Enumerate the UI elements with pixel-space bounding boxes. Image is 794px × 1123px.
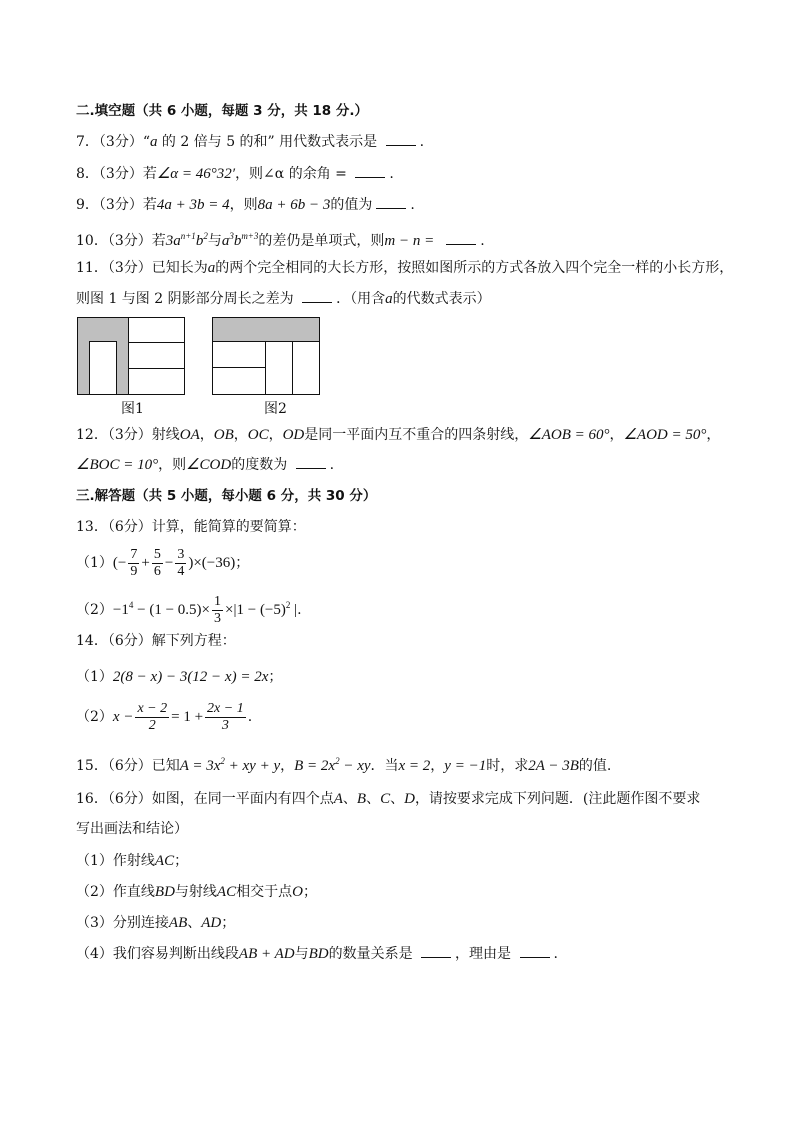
q15-y-value: y = −1 (444, 758, 487, 774)
q12-ray-ob: OB (213, 427, 234, 443)
question-14-part1 (76, 667, 282, 687)
question-15 (76, 751, 611, 776)
figure-2-caption: 图2 (264, 401, 287, 417)
q7-answer-blank[interactable] (386, 133, 416, 146)
question-14-title: 14．（6分）解下列方程： (76, 633, 236, 649)
q16-sep3: 、 (390, 791, 405, 807)
q12-sep3: ， (268, 427, 283, 443)
q16-p2-ray: AC (216, 884, 237, 900)
q12-angle-cod: ∠COD (186, 457, 232, 473)
q13-frac-7-9 (128, 547, 139, 580)
q10-term1-bexp: 2 (203, 231, 208, 241)
q15-expr-a-1: A = 3x (179, 758, 221, 774)
q16-p3-seg2: AD (201, 915, 222, 931)
q15-sep1: ， (280, 758, 295, 774)
frac-den: 3 (214, 610, 222, 626)
q16-p4-seg: BD (308, 946, 329, 962)
q14-frac-2 (205, 701, 246, 734)
figure-1 (77, 317, 187, 395)
question-13-part2 (76, 588, 302, 627)
figure-1-caption: 图1 (121, 401, 144, 417)
frac-num: 1 (214, 593, 222, 609)
q7-text: 7．（3分）“ (76, 134, 150, 150)
fig1-small-rect-2 (129, 343, 185, 369)
q16-text2: ，请按要求完成下列问题．(注此题作图不要求 (414, 791, 701, 807)
question-14-part2 (76, 700, 252, 734)
q16-p1-ray: AC (154, 853, 175, 869)
frac-num: 5 (153, 546, 161, 562)
q15-expr-a (180, 758, 280, 774)
question-16-line1 (76, 789, 700, 809)
q14-p1-label: （1） (76, 669, 113, 685)
q7-var: a (149, 134, 158, 150)
q16-sep2: 、 (366, 791, 381, 807)
q8-answer-blank[interactable] (355, 165, 385, 178)
q14-p2-lhs: x − (112, 709, 134, 725)
q16-p4-expr: AB + AD (238, 946, 295, 962)
q10-term2-b: b (233, 233, 242, 249)
q15-text4: 的值. (578, 758, 612, 774)
q13-p1-end: ； (235, 555, 250, 571)
q11-var2: a (385, 291, 393, 307)
q12-angle-aod: ∠AOD = 50° (623, 427, 707, 443)
q12-ray-oa: OA (179, 427, 200, 443)
q13-p2-end: . (297, 602, 302, 618)
section-solve-title: 三.解答题（共 5 小题，每小题 6 分，共 30 分） (76, 488, 377, 504)
q10-expr: m − n = (384, 233, 435, 249)
q10-term1-exp: n+1 (180, 231, 196, 241)
frac-num: 3 (177, 546, 185, 562)
frac-num: 7 (130, 546, 138, 562)
q16-p4-text3: 的数量关系是 (328, 946, 418, 962)
q13-p1-label: （1） (76, 555, 113, 571)
question-12-line2 (76, 455, 334, 475)
q16-p3-end: ； (221, 915, 236, 931)
q11-var: a (207, 260, 216, 276)
q13-plus: + (141, 555, 150, 571)
q8-end: . (389, 166, 394, 182)
q16-point-a: A (333, 791, 343, 807)
q13-p2-label: （2） (76, 602, 113, 618)
q15-target-expr: 2A − 3B (528, 758, 579, 774)
q16-p3-text: （3）分别连接 (76, 915, 169, 931)
q16-p2-text2: 与射线 (174, 884, 217, 900)
q12-sep1: ， (199, 427, 214, 443)
fig1-small-rect-1 (129, 318, 185, 343)
question-7 (76, 132, 424, 152)
fig1-small-rect-3 (129, 369, 185, 395)
q16-p2-text: （2）作直线 (76, 884, 155, 900)
q16-answer-blank-2[interactable] (520, 945, 550, 958)
q15-text3: 时，求 (486, 758, 529, 774)
q16-p3-seg1: AB (168, 915, 188, 931)
question-16-part1 (76, 851, 188, 871)
question-11-line1 (76, 258, 733, 278)
q13-p2-exp: 4 (128, 600, 134, 610)
q12-ray-od: OD (282, 427, 305, 443)
q10-term2-base: a (221, 233, 230, 249)
q12-angle-aob: ∠AOB = 60° (528, 427, 610, 443)
question-11-line2 (76, 289, 491, 309)
fig2-small-rect-1 (213, 342, 266, 368)
q14-p1-end: ； (268, 669, 283, 685)
q10-term2-bexp: m+3 (241, 231, 259, 241)
question-13-title: 13．（6分）计算，能简算的要简算： (76, 519, 306, 535)
q16-p4-end: . (553, 946, 558, 962)
q13-minus: − (164, 555, 174, 571)
section-fill-title: 二.填空题（共 6 小题，每题 3 分，共 18 分.） (76, 103, 369, 119)
q13-p2-abs-body: ×|1 − (−5) (225, 602, 286, 618)
question-16-line2: 写出画法和结论） (76, 821, 188, 837)
question-9 (76, 195, 415, 215)
question-16-part4 (76, 944, 558, 964)
q16-p2-text3: 相交于点 (236, 884, 293, 900)
q16-point-d: D (404, 791, 415, 807)
question-16-part3 (76, 913, 235, 933)
q16-text: 16．（6分）如图，在同一平面内有四个点 (76, 791, 334, 807)
q12-ray-oc: OC (247, 427, 269, 443)
q13-frac-1-3 (212, 594, 223, 627)
q16-p4-text: （4）我们容易判断出线段 (76, 946, 239, 962)
q10-term1 (166, 233, 208, 249)
q13-p2-abs (225, 602, 297, 618)
fig2-shaded-region (213, 318, 320, 342)
q15-expr-a-exp: 2 (220, 756, 225, 766)
q8-text2: ，则∠α 的余角 = (235, 166, 352, 182)
q13-p2-term (113, 602, 133, 618)
q13-p2-base: −1 (112, 602, 129, 618)
q13-p2-abs-exp: 2 (285, 600, 291, 610)
q10-text2: 与 (207, 233, 222, 249)
frac-den: 3 (221, 717, 229, 733)
q10-text: 10．（3分）若 (76, 233, 166, 249)
q11-answer-blank[interactable] (302, 290, 332, 303)
q11-text: 11．（3分）已知长为 (76, 260, 208, 276)
frac-den: 6 (153, 563, 161, 579)
fig2-small-rect-4 (293, 342, 320, 395)
q10-term1-base: 3a (165, 233, 181, 249)
q13-frac-3-4 (175, 547, 186, 580)
q16-p4-text2: 与 (294, 946, 309, 962)
q15-expr-a-2: + xy + y (224, 758, 281, 774)
q13-p2-mid: − (1 − 0.5)× (133, 602, 211, 618)
q13-p1-close: )×(−36) (188, 555, 236, 571)
q16-p2-point: O (292, 884, 303, 900)
q11-text4: ．（用含 (336, 291, 386, 307)
q8-text: 8．（3分）若 (76, 166, 157, 182)
q8-expr: ∠α = 46°32′ (156, 166, 236, 182)
q9-text3: 的值为 (330, 197, 373, 213)
q16-sep1: 、 (342, 791, 357, 807)
q15-text2: ．当 (370, 758, 399, 774)
figure-2 (212, 317, 322, 395)
q12-end: . (329, 457, 335, 473)
q16-p2-line: BD (154, 884, 175, 900)
q12-text3: ，则 (158, 457, 187, 473)
q12-text2: 是同一平面内互不重合的四条射线， (304, 427, 529, 443)
q9-text: 9．（3分）若 (76, 197, 157, 213)
q9-end: . (410, 197, 415, 213)
q12-text4: 的度数为 (231, 457, 292, 473)
q11-text3: 则图 1 与图 2 阴影部分周长之差为 (76, 291, 299, 307)
q10-end: . (480, 233, 485, 249)
q9-answer-blank[interactable] (376, 196, 406, 209)
q7-end: . (419, 134, 425, 150)
q10-text3: 的差仍是单项式，则 (258, 233, 385, 249)
frac-den: 4 (177, 563, 185, 579)
q11-text5: 的代数式表示） (392, 291, 491, 307)
q16-point-b: B (356, 791, 367, 807)
q12-answer-blank[interactable] (296, 456, 326, 469)
q10-term2 (222, 233, 259, 249)
q13-frac-5-6 (152, 547, 163, 580)
q14-frac-1 (135, 701, 169, 734)
question-16-part2 (76, 882, 317, 902)
question-8 (76, 164, 394, 184)
fig1-vertical-small-rect (90, 342, 117, 395)
frac-num: x − 2 (137, 700, 168, 716)
q14-p1-equation: 2(8 − x) − 3(12 − x) = 2x (112, 669, 269, 685)
q12-sep5: ， (706, 427, 721, 443)
q16-p2-end: ； (302, 884, 317, 900)
frac-den: 9 (130, 563, 138, 579)
q15-text: 15．（6分）已知 (76, 758, 180, 774)
q12-text: 12．（3分）射线 (76, 427, 180, 443)
q14-p2-eq: = 1 + (171, 709, 204, 725)
q16-point-c: C (380, 791, 391, 807)
frac-num: 2x − 1 (207, 700, 244, 716)
question-13-part1 (76, 546, 249, 580)
q15-expr-b-exp: 2 (335, 756, 340, 766)
fig2-small-rect-3 (266, 342, 293, 395)
question-12-line1 (76, 425, 720, 445)
q15-sep2: ， (430, 758, 445, 774)
q15-expr-b (294, 758, 370, 774)
q15-expr-b-2: − xy (339, 758, 371, 774)
q12-sep2: ， (233, 427, 248, 443)
q10-term2-exp: 3 (229, 231, 234, 241)
q11-text2: 的两个完全相同的大长方形，按照如图所示的方式各放入四个完全一样的小长方形， (215, 260, 734, 276)
q16-answer-blank-1[interactable] (421, 945, 451, 958)
q9-expr1: 4a + 3b = 4 (156, 197, 230, 213)
fig2-small-rect-2 (213, 368, 266, 395)
q14-p2-label: （2） (76, 709, 113, 725)
q9-expr2: 8a + 6b − 3 (257, 197, 331, 213)
q16-p1-end: ； (174, 853, 189, 869)
q7-text2: 的 2 倍与 5 的和” 用代数式表示是 (157, 134, 382, 150)
q13-p2-abs-close: | (290, 602, 298, 618)
q12-angle-boc: ∠BOC = 10° (76, 457, 159, 473)
q16-p1-text: （1）作射线 (76, 853, 155, 869)
q10-term1-b: b (195, 233, 204, 249)
q16-p3-sep: 、 (187, 915, 202, 931)
q9-text2: ，则 (229, 197, 258, 213)
question-10 (76, 226, 485, 251)
q12-sep4: ， (609, 427, 624, 443)
q13-p1-open: (− (112, 555, 127, 571)
frac-den: 2 (148, 717, 156, 733)
q16-p4-text4: ，理由是 (455, 946, 516, 962)
q15-x-value: x = 2 (398, 758, 431, 774)
q14-p2-end: . (247, 709, 253, 725)
q15-expr-b-1: B = 2x (294, 758, 336, 774)
q10-answer-blank[interactable] (446, 232, 476, 245)
